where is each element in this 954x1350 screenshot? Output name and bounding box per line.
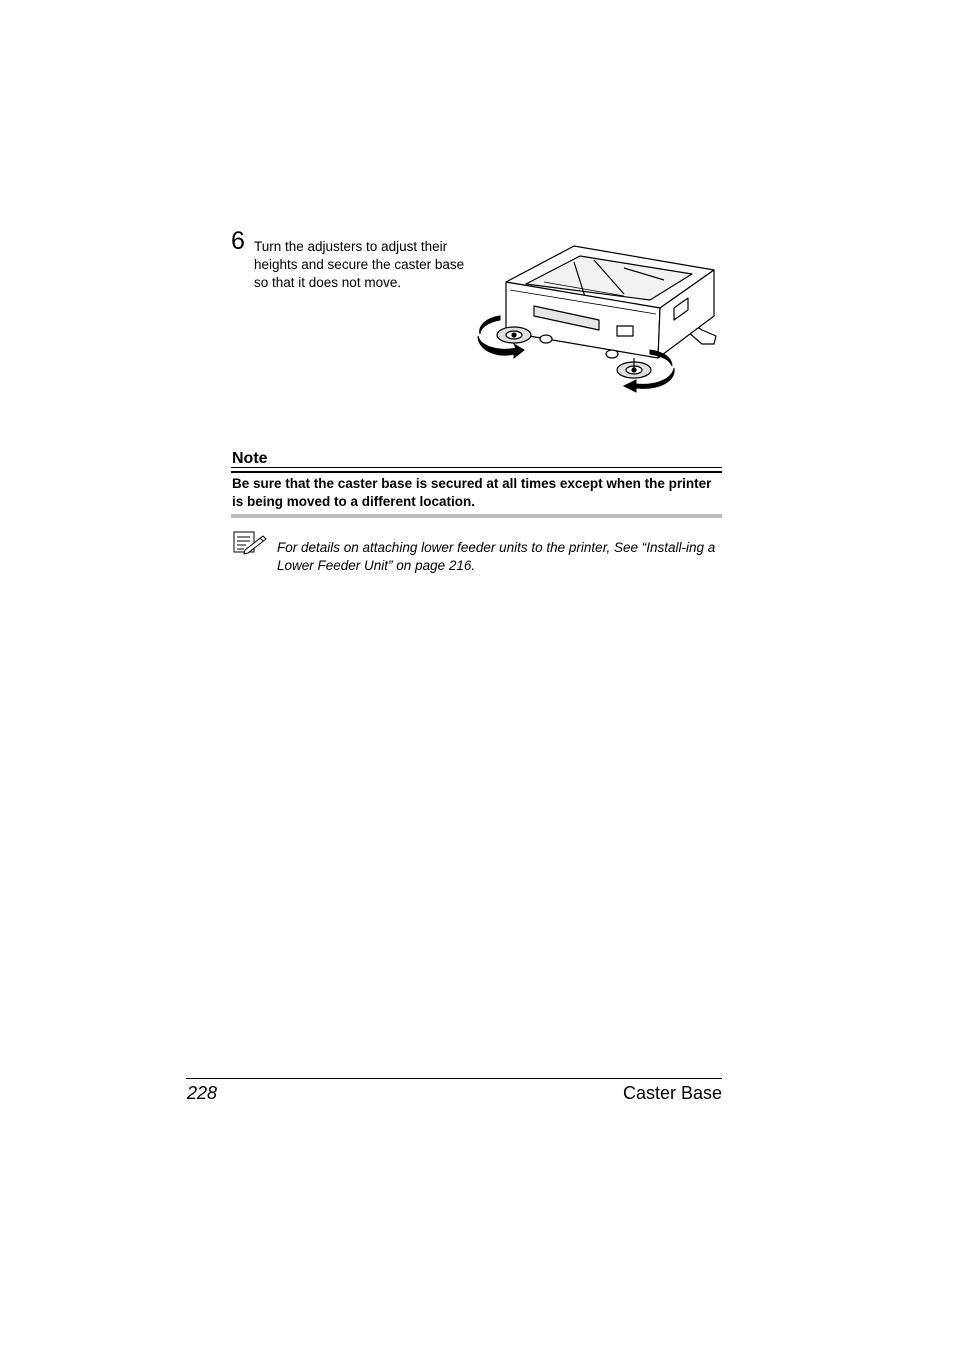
step-number: 6 bbox=[231, 227, 245, 255]
note-body: Be sure that the caster base is secured at all times except when the printer is being moved to a different location. bbox=[232, 476, 712, 509]
caster-base-illustration bbox=[474, 240, 724, 400]
step-instruction: Turn the adjusters to adjust their heights and secure the caster base so that it does not move. bbox=[254, 239, 465, 290]
section-name: Caster Base bbox=[622, 1083, 722, 1103]
note-rule-bottom bbox=[231, 514, 722, 518]
footer-rule bbox=[186, 1078, 722, 1079]
note-rule-top-thick bbox=[231, 471, 722, 473]
note-rule-top bbox=[231, 467, 722, 468]
memo-pencil-icon bbox=[232, 530, 268, 556]
memo-text: For details on attaching lower feeder units to the printer, See “Install-ing a Lower Feeder Unit” on page 216. bbox=[277, 540, 716, 573]
note-title: Note bbox=[232, 450, 268, 467]
page-number: 228 bbox=[187, 1083, 218, 1103]
